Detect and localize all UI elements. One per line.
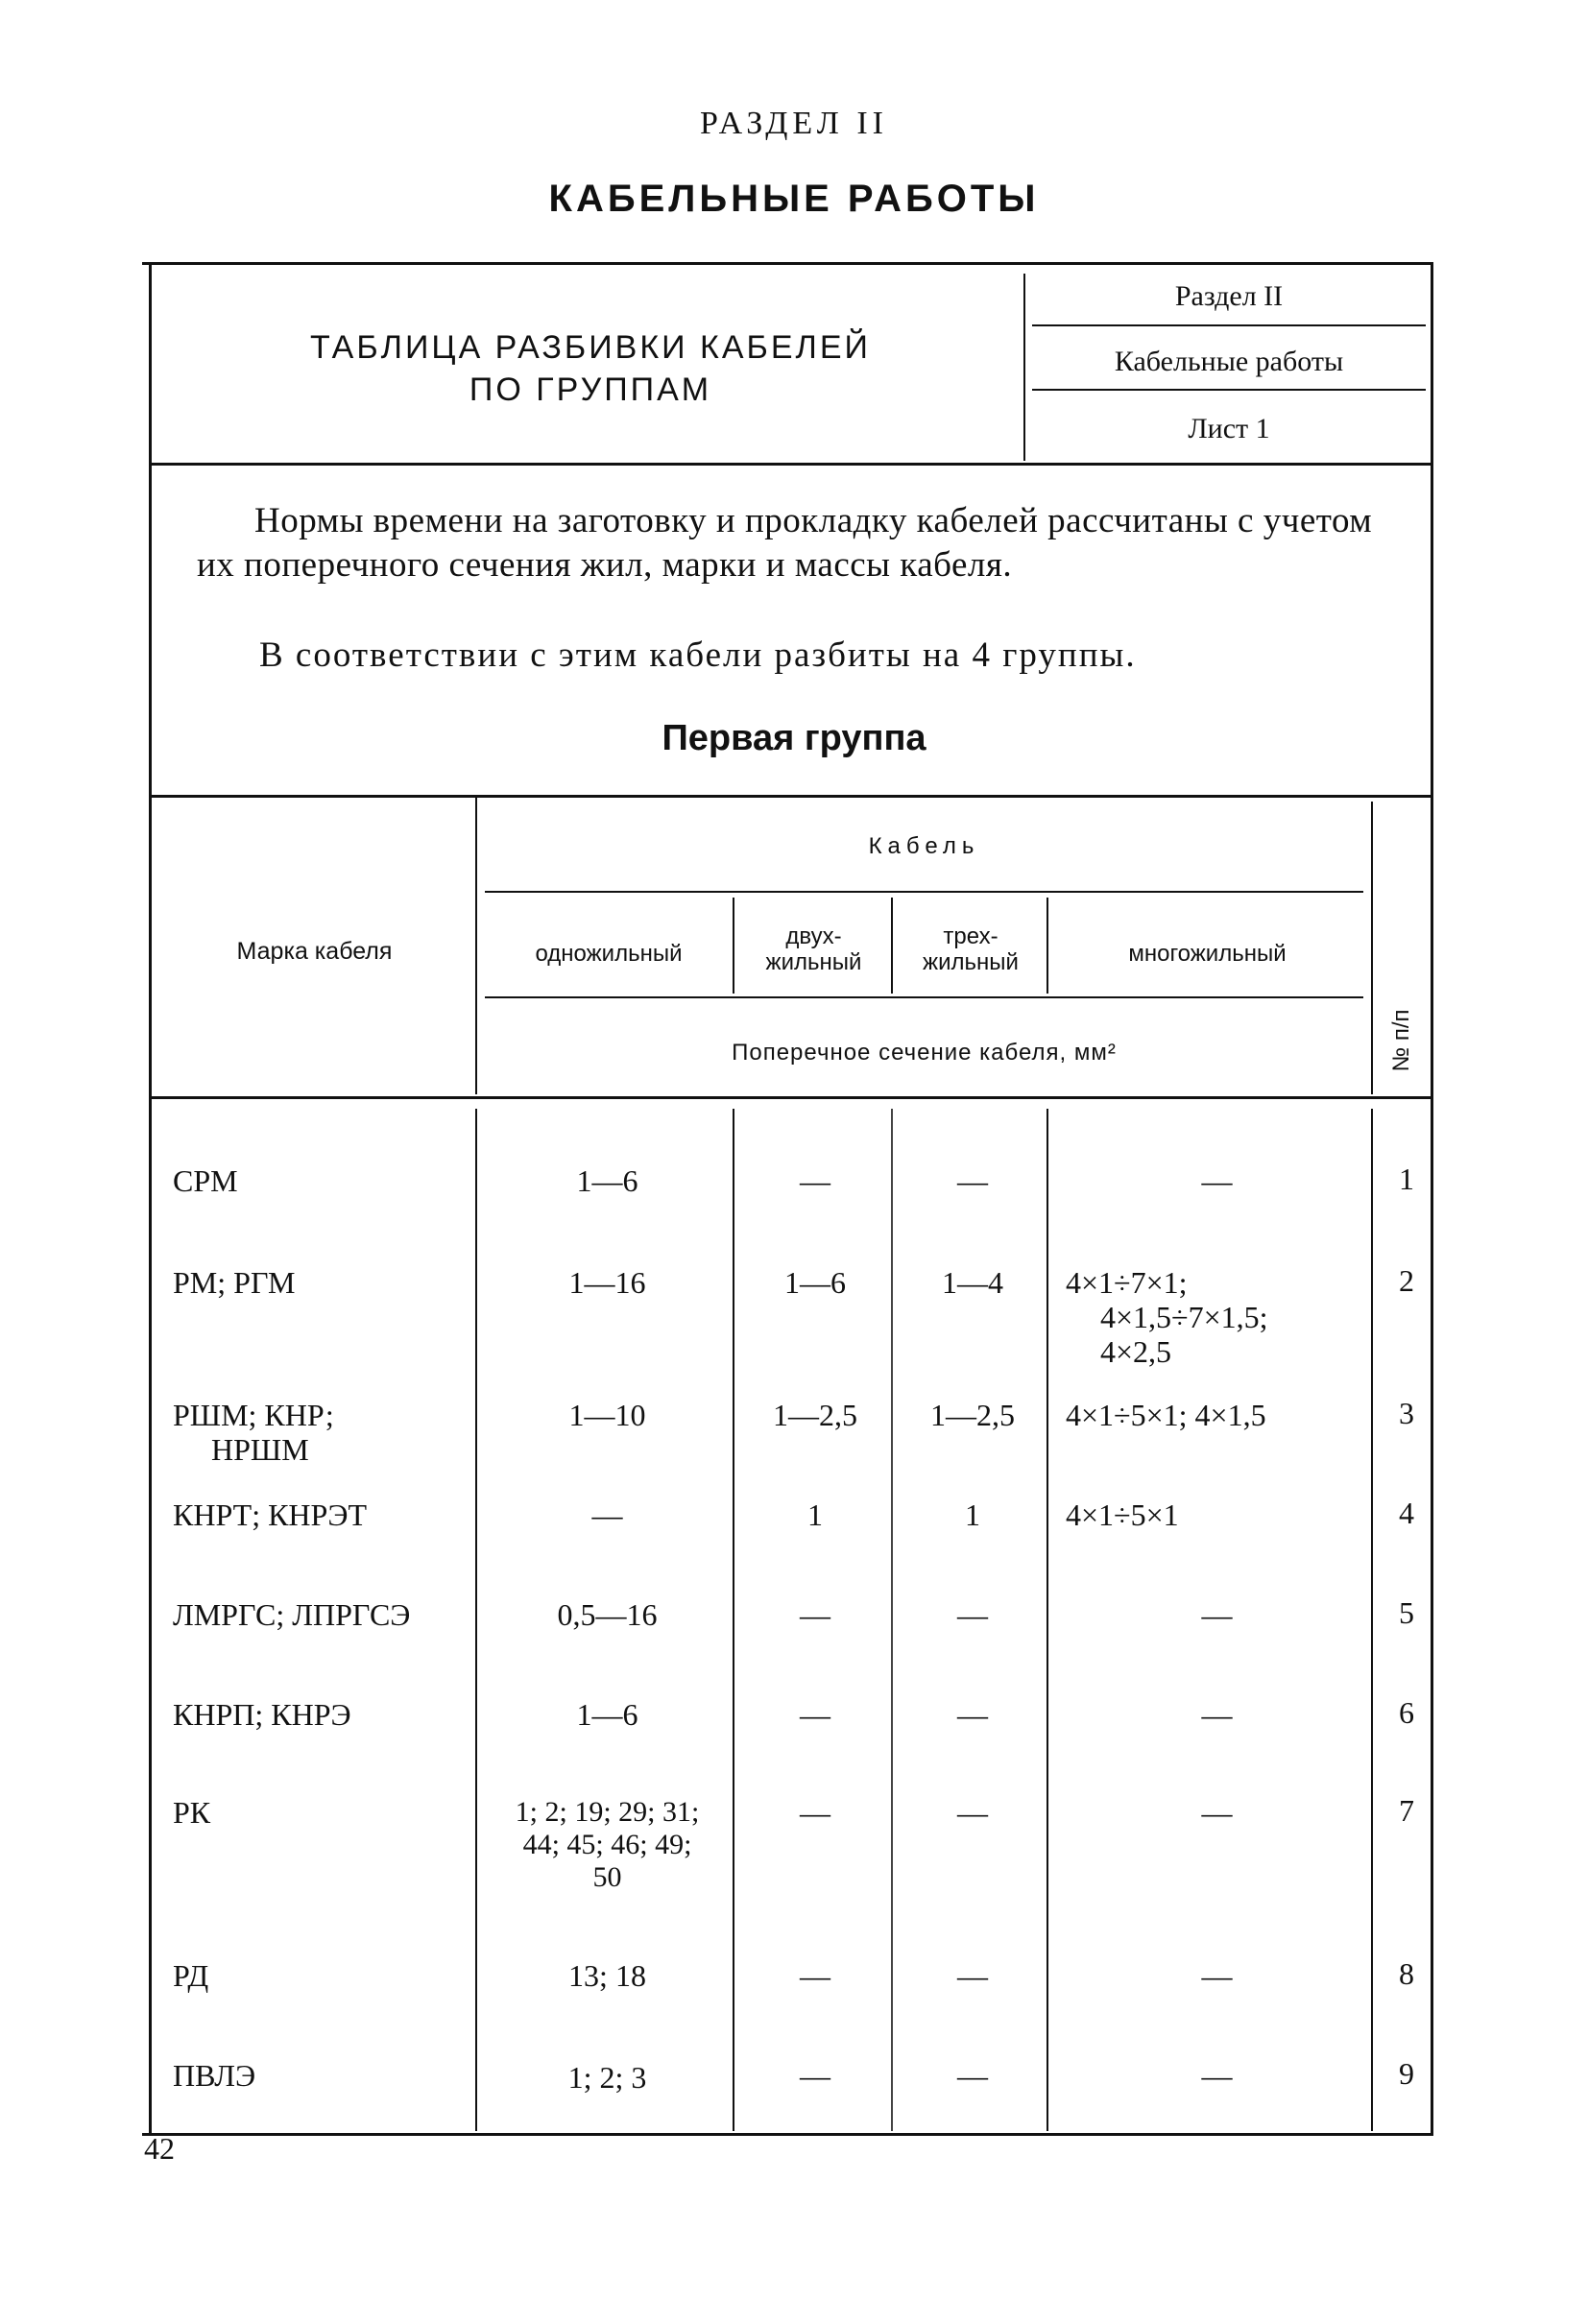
row-7-num: 7 bbox=[1399, 1793, 1414, 1828]
row-1-multi: — bbox=[1201, 1163, 1233, 1198]
table-title-line2: ПО ГРУППАМ bbox=[469, 371, 712, 408]
row-7-two: — bbox=[800, 1795, 830, 1830]
header-rule-cross bbox=[485, 996, 1363, 998]
section-title: КАБЕЛЬНЫЕ РАБОТЫ bbox=[548, 178, 1040, 220]
section-label: РАЗДЕЛ II bbox=[700, 106, 888, 141]
row-9-single: 1; 2; 3 bbox=[567, 2060, 647, 2095]
row-7-three: — bbox=[957, 1795, 988, 1830]
frame-left-rule bbox=[149, 264, 152, 2136]
row-4-mark: КНРТ; КНРЭТ bbox=[173, 1497, 367, 1532]
title-block-divider bbox=[1023, 274, 1025, 461]
row-1-mark: СРМ bbox=[173, 1163, 238, 1198]
row-2-num: 2 bbox=[1399, 1263, 1414, 1298]
meta-rule-1 bbox=[1032, 324, 1426, 326]
row-6-mark: КНРП; КНРЭ bbox=[173, 1697, 351, 1732]
row-3-num: 3 bbox=[1399, 1396, 1414, 1430]
row-7-single-line1: 1; 2; 19; 29; 31; bbox=[515, 1796, 700, 1828]
row-5-num: 5 bbox=[1399, 1595, 1414, 1630]
table-title-line1: ТАБЛИЦА РАЗБИВКИ КАБЕЛЕЙ bbox=[310, 329, 871, 366]
header-cable: Кабель bbox=[868, 833, 980, 859]
row-3-three: 1—2,5 bbox=[930, 1398, 1015, 1432]
header-num: № п/п bbox=[1388, 1009, 1414, 1072]
row-1-num: 1 bbox=[1399, 1162, 1414, 1196]
row-8-num: 8 bbox=[1399, 1956, 1414, 1991]
row-4-multi: 4×1÷5×1 bbox=[1066, 1497, 1179, 1532]
row-2-multi-line1: 4×1÷7×1; bbox=[1066, 1265, 1188, 1300]
row-8-multi: — bbox=[1201, 1958, 1233, 1993]
title-block-bottom-rule bbox=[149, 463, 1433, 466]
row-4-three: 1 bbox=[965, 1497, 980, 1532]
row-8-single: 13; 18 bbox=[568, 1958, 646, 1993]
frame-top-rule bbox=[142, 262, 1433, 265]
row-6-three: — bbox=[957, 1697, 988, 1732]
header-single: одножильный bbox=[535, 941, 683, 967]
meta-sheet: Лист 1 bbox=[1188, 413, 1270, 444]
table-header-bottom-rule bbox=[149, 1096, 1433, 1099]
row-4-num: 4 bbox=[1399, 1496, 1414, 1530]
header-divider-mark bbox=[475, 797, 477, 1094]
row-6-multi: — bbox=[1201, 1697, 1233, 1732]
row-5-mark: ЛМРГС; ЛПРГСЭ bbox=[173, 1597, 411, 1632]
row-9-multi: — bbox=[1201, 2058, 1233, 2093]
header-multi: многожильный bbox=[1128, 941, 1287, 967]
header-two-line1: двух- bbox=[785, 923, 842, 949]
row-7-mark: РК bbox=[173, 1795, 211, 1830]
row-7-single-line2: 44; 45; 46; 49; bbox=[522, 1829, 692, 1860]
header-rule-cable bbox=[485, 891, 1363, 893]
row-2-single: 1—16 bbox=[568, 1265, 646, 1300]
row-1-two: — bbox=[800, 1163, 830, 1198]
row-9-num: 9 bbox=[1399, 2056, 1414, 2091]
row-1-single: 1—6 bbox=[576, 1163, 638, 1198]
row-6-two: — bbox=[800, 1697, 830, 1732]
row-5-single: 0,5—16 bbox=[557, 1597, 658, 1632]
header-two-line2: жильный bbox=[765, 949, 862, 975]
row-5-two: — bbox=[800, 1597, 830, 1632]
row-2-mark: РМ; РГМ bbox=[173, 1265, 296, 1300]
intro-groups-note: В соответствии с этим кабели разбиты на 4 группы. bbox=[259, 635, 1137, 675]
group-heading: Первая группа bbox=[662, 718, 926, 758]
row-2-three: 1—4 bbox=[942, 1265, 1003, 1300]
frame-bottom-rule bbox=[142, 2133, 1433, 2136]
header-three-line2: жильный bbox=[923, 949, 1019, 975]
row-3-multi: 4×1÷5×1; 4×1,5 bbox=[1066, 1398, 1266, 1432]
frame-right-rule bbox=[1431, 264, 1433, 2136]
row-8-two: — bbox=[800, 1958, 830, 1993]
row-5-multi: — bbox=[1201, 1597, 1233, 1632]
row-9-mark: ПВЛЭ bbox=[173, 2058, 256, 2093]
row-2-multi-line3: 4×2,5 bbox=[1100, 1334, 1172, 1369]
row-5-three: — bbox=[957, 1597, 988, 1632]
row-3-single: 1—10 bbox=[568, 1398, 646, 1432]
row-3-two: 1—2,5 bbox=[773, 1398, 857, 1432]
intro-paragraph: Нормы времени на заготовку и прокладку кабелей рассчитаны с учетом их поперечного сечения жил, марки и массы кабеля. bbox=[197, 501, 1373, 585]
page-number: 42 bbox=[144, 2131, 175, 2166]
header-divider-num bbox=[1371, 802, 1373, 1094]
row-3-mark-line2: НРШМ bbox=[211, 1432, 309, 1467]
row-8-mark: РД bbox=[173, 1958, 209, 1993]
row-7-multi: — bbox=[1201, 1795, 1233, 1830]
row-6-num: 6 bbox=[1399, 1695, 1414, 1730]
row-1-three: — bbox=[957, 1163, 988, 1198]
row-8-three: — bbox=[957, 1958, 988, 1993]
row-4-single: — bbox=[591, 1497, 623, 1532]
row-7-single-line3: 50 bbox=[592, 1861, 622, 1893]
header-mark: Марка кабеля bbox=[236, 938, 393, 965]
row-3-mark-line1: РШМ; КНР; bbox=[173, 1398, 334, 1432]
header-divider-three bbox=[1047, 898, 1048, 994]
body-divider-num bbox=[1371, 1109, 1373, 2131]
header-three-line1: трех- bbox=[943, 923, 999, 949]
row-6-single: 1—6 bbox=[576, 1697, 638, 1732]
row-9-three: — bbox=[957, 2058, 988, 2093]
row-2-multi-line2: 4×1,5÷7×1,5; bbox=[1100, 1300, 1268, 1334]
row-4-two: 1 bbox=[807, 1497, 823, 1532]
row-9-two: — bbox=[800, 2058, 830, 2093]
row-2-two: 1—6 bbox=[784, 1265, 846, 1300]
meta-rule-2 bbox=[1032, 389, 1426, 391]
meta-work: Кабельные работы bbox=[1114, 346, 1344, 377]
table-top-rule bbox=[149, 795, 1433, 798]
header-cross-section: Поперечное сечение кабеля, мм² bbox=[732, 1040, 1117, 1066]
meta-section: Раздел II bbox=[1174, 280, 1284, 312]
